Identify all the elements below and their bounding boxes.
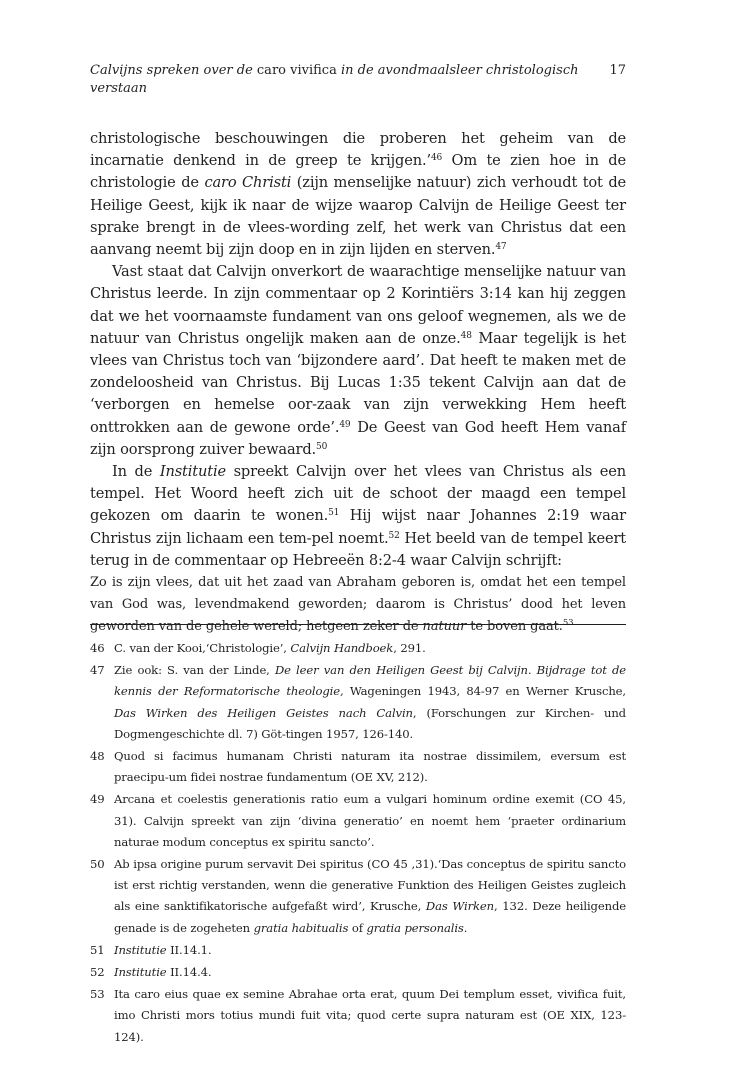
p1-text-3: (zijn menselijke natuur) zich verhoudt tot de Heilige Geest, kijk ik naar de wijze waarop Calvijn de Heilige Geest ter sprake brengt in de vlees-wording zelf, het werk van Christus dat een aanvang neemt bij zijn doop en in zijn lijden en sterven. [90, 174, 626, 259]
rh-post: in de avondmaalsleer christologisch verstaan [90, 63, 579, 96]
footnote-divider [90, 624, 626, 625]
main-text [90, 128, 626, 638]
rh-pre: Calvijns spreken over de [90, 63, 257, 78]
footnote-48 [90, 746, 626, 788]
footnote-ref[interactable]: 53 [562, 618, 574, 629]
footnote-49 [90, 789, 626, 853]
footnote-ref[interactable]: 51 [328, 508, 340, 519]
footnote-ref[interactable]: 50 [316, 441, 328, 452]
footnote-46 [90, 638, 626, 659]
footnote-text: Institutie II.14.1. [114, 942, 212, 957]
page-number: 17 [609, 63, 626, 78]
footnote-number: 53 [90, 987, 105, 1002]
footnote-ref[interactable]: 48 [460, 330, 472, 341]
quote-text-2: te boven gaat. [466, 619, 563, 635]
footnote-ref[interactable]: 47 [495, 242, 507, 253]
footnote-text: C. van der Kooi,‘Christologie’, Calvijn Handboek, 291. [114, 641, 426, 655]
footnote-text: Zie ook: S. van der Linde, De leer van den Heiligen Geest bij Calvijn. Bijdrage tot de kennis der Reformatorische theologie, Wageningen 1943, 84-97 en Werner Krusche, Das Wirken des Heiligen Geistes nach Calvin, (Forschungen zur Kirchen- und Dogmengeschichte dl. 7) Göt-tingen 1957, 126-140. [114, 663, 626, 741]
p3-text-2: spreekt Calvijn over het vlees van Christus als een tempel. Het Woord heeft zich uit de schoot der maagd een tempel gekozen om daarin te wonen. [90, 463, 626, 525]
p2-text-1: Vast staat dat Calvijn onverkort de waarachtige menselijke natuur van Christus leerde. In zijn commentaar op 2 Korintiërs 3:14 kan hij zeggen dat we het voornaamste fundament van ons geloof wegnemen, als we de natuur van Christus ongelijk maken aan de onze. [90, 263, 626, 347]
footnote-number: 46 [90, 641, 105, 655]
footnote-52 [90, 962, 626, 983]
p1-emphasis: caro Christi [204, 174, 292, 192]
footnote-number: 47 [90, 663, 105, 678]
footnote-number: 52 [90, 965, 105, 980]
footnotes [90, 638, 626, 1049]
running-head [90, 62, 626, 98]
footnote-number: 50 [90, 857, 105, 872]
p1-text-1: christologische beschouwingen die proberen het geheim van de incarnatie denkend in de greep te krijgen.’ [90, 130, 626, 170]
paragraph-1 [90, 128, 626, 261]
footnote-53 [90, 984, 626, 1048]
p3-text-1: In de [112, 463, 160, 481]
rh-mid: caro vivifica [256, 63, 337, 78]
footnote-51 [90, 940, 626, 961]
footnote-text: Quod si facimus humanam Christi naturam ita nostrae dissimilem, eversum est praecipu-um fidei nostrae fundamentum (OE XV, 212). [114, 749, 626, 785]
paragraph-2 [90, 261, 626, 461]
footnote-47 [90, 660, 626, 745]
p2-text-3: De Geest van God heeft Hem vanaf zijn oorsprong zuiver bewaard. [90, 418, 626, 458]
footnote-number: 48 [90, 749, 105, 764]
footnote-ref[interactable]: 46 [430, 153, 443, 164]
p3-text-3: Hij wijst naar Johannes 2:19 waar Christus zijn lichaam een tem-pel noemt. [90, 507, 626, 547]
footnote-text: Arcana et coelestis generationis ratio eum a vulgari hominum ordine exemit (CO 45, 31). Calvijn spreekt van zijn ‘divina generatio’ en noemt hem ‘praeter ordinarium naturae modum conceptus ex spiritu sancto’. [114, 792, 626, 849]
footnote-text: Ita caro eius quae ex semine Abrahae orta erat, quum Dei templum esset, vivifica fuit, imo Christi mors totius mundi fuit vita; quod certe supra naturam est (OE XIX, 123-124). [114, 987, 626, 1044]
quote-emphasis: natuur [422, 619, 467, 635]
footnote-text: Ab ipsa origine purum servavit Dei spiritus (CO 45 ,31).‘Das conceptus de spiritu sancto ist erst richtig verstanden, wenn die generative Funktion des Heiligen Geistes zugleich als eine sanktifikatorische aufgefaßt wird’, Krusche, Das Wirken, 132. Deze heiligende genade is de zogeheten gratia habitualis of gratia personalis. [114, 857, 626, 935]
p3-emphasis: Institutie [159, 463, 226, 481]
footnote-number: 49 [90, 792, 105, 807]
paragraph-3 [90, 461, 626, 572]
p1-text-2: Om te zien hoe in de christologie de [90, 152, 626, 192]
footnote-number: 51 [90, 942, 105, 957]
footnote-ref[interactable]: 52 [388, 530, 400, 541]
footnote-ref[interactable]: 49 [339, 419, 351, 430]
block-quote [90, 572, 626, 638]
footnote-text: Institutie II.14.4. [114, 965, 212, 980]
quote-text-1: Zo is zijn vlees, dat uit het zaad van Abraham geboren is, omdat het een tempel van God was, levendmakend geworden; daarom is Christus’ dood het leven geworden van de gehele wereld; hetgeen zeker de [90, 575, 626, 635]
p2-text-2: Maar tegelijk is het vlees van Christus toch van ‘bijzondere aard’. Dat heeft te maken met de zondeloosheid van Christus. Bij Lucas 1:35 tekent Calvijn aan dat de ‘verborgen en hemelse oor-zaak van zijn verwekking Hem heeft onttrokken aan de gewone orde’. [90, 329, 627, 436]
footnote-50 [90, 854, 626, 939]
p3-text-4: Het beeld van de tempel keert terug in de commentaar op Hebreeën 8:2-4 waar Calvijn schrijft: [90, 529, 627, 569]
running-head-title [90, 62, 609, 98]
